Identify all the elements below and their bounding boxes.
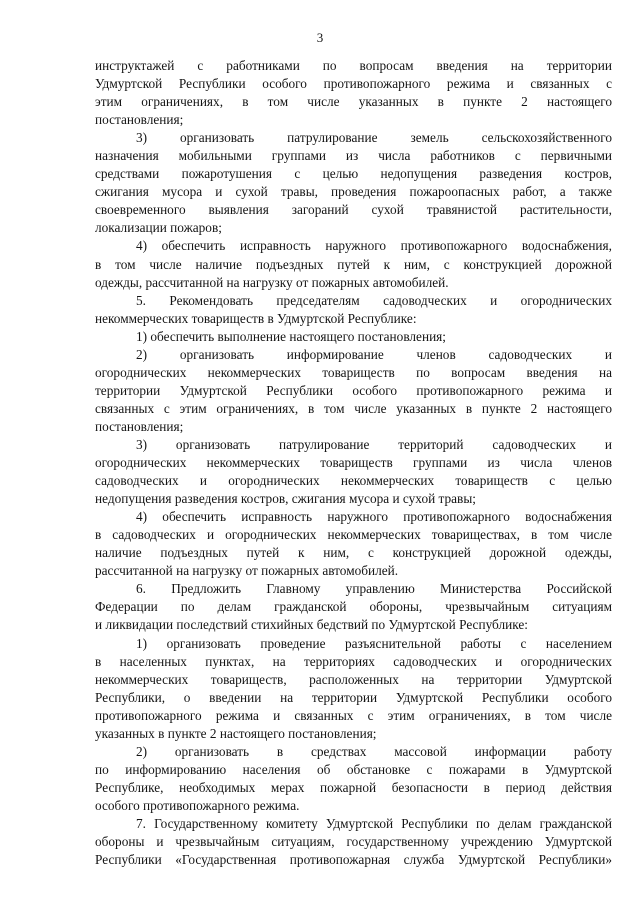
text-line: Республики «Государственная противопожарная служба Удмуртской Республики» [95,852,612,868]
text-line: Удмуртской Республики особого противопожарного режима и связанных с [95,76,612,92]
text-line: и ликвидации последствий стихийных бедствий по Удмуртской Республике: [95,617,528,633]
text-line: Федерации по делам гражданской обороны, чрезвычайным ситуациям [95,599,612,615]
text-line: инструктажей с работниками по вопросам введения на территории [95,58,612,73]
text-line: средствами пожаротушения с целью недопущения разведения костров, [95,166,612,182]
text-line: постановления; [95,418,184,434]
text-line: сжигания мусора и сухой травы, проведения пожароопасных работ, а также [95,184,612,200]
text-line: противопожарного режима и связанных с этим ограничениях, в том числе [95,707,612,723]
text-line: территории Удмуртской Республики особого противопожарного режима и [95,382,612,398]
page-number: 3 [316,30,324,45]
text-line: огороднических некоммерческих товариществ по вопросам введения на [95,364,612,380]
text-line: по информированию населения об обстановке с пожарами в Удмуртской [95,761,612,777]
text-line: 4) обеспечить исправность наружного противопожарного водоснабжения, [136,238,612,254]
text-line: в том числе наличие подъездных путей к ним, с конструкцией дорожной [95,256,612,272]
text-line: 6. Предложить Главному управлению Министерства Российской [136,581,612,597]
text-line: 3) организовать патрулирование территорий садоводческих и [136,436,612,452]
text-line: в садоводческих и огороднических некоммерческих товариществах, в том числе [95,527,612,543]
text-line: некоммерческих товариществ в Удмуртской Республике: [95,310,417,326]
text-line: связанных с этим ограничениях, в том числе указанных в пункте 2 настоящего [95,400,612,416]
document-body [95,57,612,869]
text-line: особого противопожарного режима. [95,797,300,813]
text-line: Республики, о введении на территории Удмуртской Республики особого [95,689,612,705]
text-line: этим ограничениях, в том числе указанных в пункте 2 настоящего [95,94,612,110]
text-line: указанных в пункте 2 настоящего постановления; [95,725,377,741]
text-line: 1) обеспечить выполнение настоящего постановления; [136,328,446,344]
text-line: огороднических некоммерческих товариществ группами из числа членов [95,455,612,471]
text-line: 7. Государственному комитету Удмуртской Республики по делам гражданской [136,815,612,831]
text-line: 5. Рекомендовать председателям садоводческих и огороднических [136,292,612,308]
text-line: Республике, необходимых мерах пожарной безопасности в период действия [95,779,612,795]
text-line: назначения мобильными группами из числа работников с первичными [95,148,612,164]
text-line: некоммерческих товариществ, расположенных на территории Удмуртской [95,671,612,687]
text-line: рассчитанной на нагрузку от пожарных автомобилей. [95,563,399,579]
text-line: 1) организовать проведение разъяснительной работы с населением [136,635,612,651]
text-line: постановления; [95,112,184,128]
text-line: в населенных пунктах, на территориях садоводческих и огороднических [95,653,612,669]
text-line: 2) организовать в средствах массовой информации работу [136,743,612,759]
text-line: 4) обеспечить исправность наружного противопожарного водоснабжения [136,509,612,525]
text-line: локализации пожаров; [95,220,222,236]
text-line: наличие подъездных путей к ним, с конструкцией дорожной одежды, [95,545,612,561]
text-line: 2) организовать информирование членов садоводческих и [136,346,612,362]
text-line: садоводческих и огороднических некоммерческих товариществ с целью [95,473,612,489]
text-line: своевременного выявления загораний сухой травянистой растительности, [95,202,612,218]
text-line: 3) организовать патрулирование земель сельскохозяйственного [136,130,612,146]
text-line: одежды, рассчитанной на нагрузку от пожарных автомобилей. [95,274,449,290]
text-line: недопущения разведения костров, сжигания мусора и сухой травы; [95,491,476,507]
text-line: обороны и чрезвычайным ситуациям, государственному учреждению Удмуртской [95,834,612,850]
